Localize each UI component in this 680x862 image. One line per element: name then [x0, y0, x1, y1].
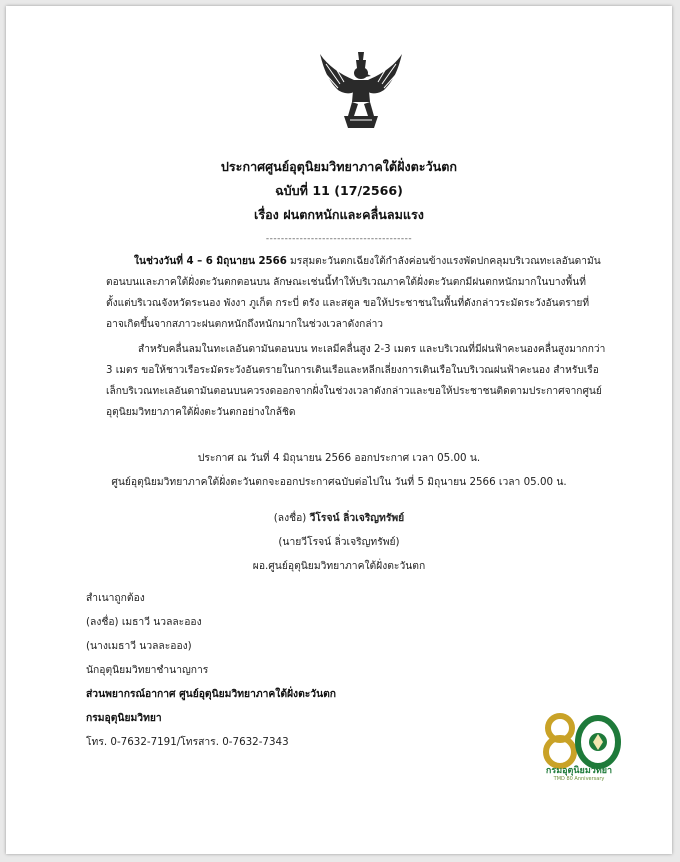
- separator-line: ---------------------------------------: [265, 234, 413, 244]
- department-name: กรมอุตุนิยมวิทยา: [86, 712, 162, 724]
- contact-phone: โทร. 0-7632-7191/โทรสาร. 0-7632-7343: [86, 736, 289, 748]
- announce-date: ประกาศ ณ วันที่ 4 มิถุนายน 2566 ออกประกาศ เวลา 05.00 น.: [197, 452, 481, 464]
- subject-line: เรื่อง ฝนตกหนักและคลื่นลมแรง: [254, 207, 424, 222]
- signer-position: ผอ.ศูนย์อุตุนิยมวิทยาภาคใต้ฝั่งตะวันตก: [252, 560, 426, 572]
- paragraph-waves: สำหรับคลื่นลมในทะเลอันดามันตอนบน ทะเลมีคลื่นสูง 2-3 เมตร และบริเวณที่มีฝนฟ้าคะนองคลื่นสูงมากกว่า 3 เมตร ขอให้ชาวเรือระมัดระวังอันตรายในการเดินเรือและหลีกเลี่ยงการเดินเรือในบริเวณฝนฟ้าคะนอง สำหรับเรือเล็กบริเวณทะเลอันดามันตอนบนควรงดออกจากฝั่งในช่วงเวลาดังกล่าวและขอให้ประชาชนติดตามประกาศจากศูนย์อุตุนิยมวิทยาภาคใต้ฝั่งตะวันตกอย่างใกล้ชิด: [106, 344, 606, 418]
- logo-caption: กรมอุตุนิยมวิทยา: [545, 766, 613, 776]
- logo-subcaption: TMD 80 Anniversary: [553, 776, 605, 782]
- paragraph-rain-lead: ในช่วงวันที่ 4 – 6 มิถุนายน 2566: [134, 256, 287, 267]
- next-announcement: ศูนย์อุตุนิยมวิทยาภาคใต้ฝั่งตะวันตกจะออกประกาศฉบับต่อไปใน วันที่ 5 มิถุนายน 2566 เวลา 05.00 น.: [111, 476, 567, 488]
- signature-line: [6, 509, 672, 526]
- garuda-emblem-icon: [318, 50, 404, 132]
- paragraph-rain-text: มรสุมตะวันตกเฉียงใต้กำลังค่อนข้างแรงพัดปกคลุมบริเวณทะเลอันดามัน ตอนบนและภาคใต้ฝั่งตะวันตกตอนบน ลักษณะเช่นนี้ทำให้บริเวณภาคใต้ฝั่งตะวันตกมีฝนตกหนักมากในบางพื้นที่ ตั้งแต่บริเวณจังหวัดระนอง พังงา ภูเก็ต กระบี่ ตรัง และสตูล ขอให้ประชาชนในพื้นที่ดังกล่าวระมัดระวังอันตรายที่อาจเกิดขึ้นจากสภาวะฝนตกหนักถึงหนักมากในช่วงเวลาดังกล่าว: [106, 256, 601, 330]
- issue-number: ฉบับที่ 11 (17/2566): [275, 183, 403, 198]
- signer-name: วีโรจน์ ลิ่วเจริญทรัพย์: [309, 512, 405, 524]
- document-page: [6, 6, 672, 854]
- copy-position: นักอุตุนิยมวิทยาชำนาญการ: [86, 664, 209, 676]
- copy-signed: (ลงชื่อ) เมธาวี นวลละออง: [86, 616, 202, 628]
- copy-name-paren: (นางเมธาวี นวลละออง): [86, 640, 192, 652]
- signature-prefix: (ลงชื่อ): [273, 512, 310, 524]
- announcement-title: ประกาศศูนย์อุตุนิยมวิทยาภาคใต้ฝั่งตะวันตก: [220, 159, 458, 174]
- division-name: ส่วนพยากรณ์อากาศ ศูนย์อุตุนิยมวิทยาภาคใต้ฝั่งตะวันตก: [86, 688, 337, 700]
- paragraph-rain: [106, 251, 606, 335]
- certified-copy: สำเนาถูกต้อง: [86, 592, 145, 604]
- signer-name-paren: (นายวีโรจน์ ลิ่วเจริญทรัพย์): [278, 536, 400, 548]
